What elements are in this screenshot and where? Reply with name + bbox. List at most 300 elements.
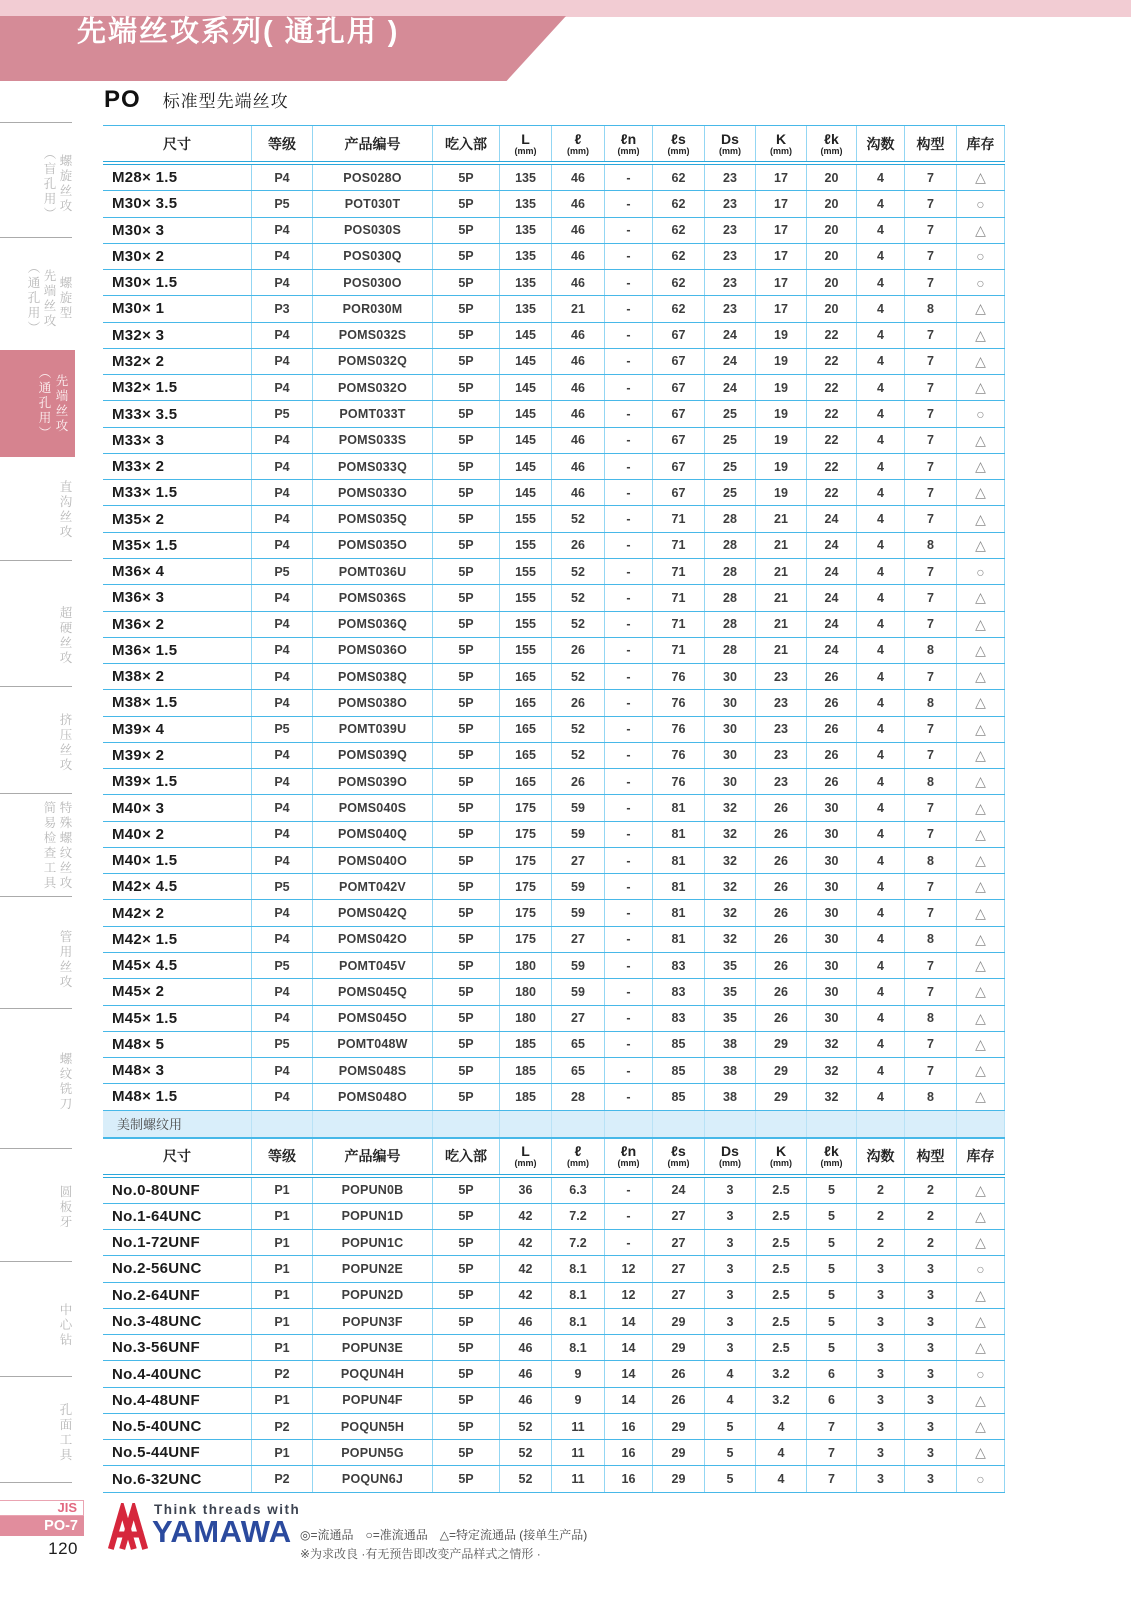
sidebar-divider: [0, 560, 72, 561]
sidebar-item: [25, 251, 73, 346]
cell: 26: [756, 848, 807, 873]
cell: 3: [705, 1178, 756, 1203]
sidebar-item-label: 孔面工具: [58, 1403, 72, 1463]
cell: 52: [500, 1466, 552, 1491]
cell: 30: [807, 874, 857, 899]
cell: 62: [653, 296, 705, 321]
cell: No.6-32UNC: [103, 1466, 252, 1491]
cell: 165: [500, 717, 552, 742]
cell: P1: [252, 1440, 313, 1465]
column-header: [313, 126, 433, 161]
cell: 27: [552, 848, 605, 873]
column-header-label: ℓn: [620, 130, 637, 147]
cell: 4: [857, 769, 905, 794]
cell: 62: [653, 191, 705, 216]
sidebar-item-label: （盲孔用）: [42, 146, 56, 222]
cell: M42× 1.5: [103, 927, 252, 952]
section-cell: [313, 1111, 433, 1137]
cell: 7: [905, 664, 957, 689]
section-cell: [957, 1111, 1005, 1137]
section-cell: [605, 1111, 653, 1137]
cell: 76: [653, 664, 705, 689]
cell: 19: [756, 323, 807, 348]
cell: 16: [605, 1414, 653, 1439]
stock-symbol: ○: [957, 1466, 1005, 1491]
cell: 30: [807, 979, 857, 1004]
cell: 46: [500, 1388, 552, 1413]
cell: 2.5: [756, 1309, 807, 1334]
cell: 4: [857, 1058, 905, 1083]
cell: 4: [857, 1032, 905, 1057]
cell: 5P: [433, 717, 500, 742]
table-row: [103, 165, 1005, 191]
cell: 4: [857, 848, 905, 873]
cell: 5P: [433, 296, 500, 321]
cell: 8.1: [552, 1283, 605, 1308]
cell: 30: [705, 664, 756, 689]
table-row: [103, 1006, 1005, 1032]
cell: POMS035Q: [313, 506, 433, 531]
cell: 5P: [433, 612, 500, 637]
jis-badge: JIS: [0, 1500, 84, 1516]
cell: 11: [552, 1466, 605, 1491]
cell: 23: [705, 191, 756, 216]
cell: 59: [552, 900, 605, 925]
cell: 65: [552, 1058, 605, 1083]
cell: 17: [756, 296, 807, 321]
cell: -: [605, 1204, 653, 1229]
cell: M36× 1.5: [103, 638, 252, 663]
column-header-label: Ds: [721, 1143, 739, 1160]
cell: P4: [252, 533, 313, 558]
column-header-label: ℓs: [671, 130, 686, 147]
cell: -: [605, 874, 653, 899]
column-header-unit: (mm): [514, 1158, 537, 1169]
cell: 7: [905, 454, 957, 479]
cell: M30× 1: [103, 296, 252, 321]
stock-symbol: ○: [957, 559, 1005, 584]
cell: POMS040Q: [313, 822, 433, 847]
cell: 71: [653, 559, 705, 584]
cell: 46: [552, 480, 605, 505]
cell: 5P: [433, 454, 500, 479]
cell: No.1-64UNC: [103, 1204, 252, 1229]
column-header: [957, 1139, 1005, 1174]
cell: 19: [756, 401, 807, 426]
cell: 23: [705, 218, 756, 243]
stock-symbol: △: [957, 323, 1005, 348]
cell: 12: [605, 1256, 653, 1281]
cell: 185: [500, 1084, 552, 1109]
cell: 5P: [433, 822, 500, 847]
cell: 26: [756, 927, 807, 952]
section-label: 美制螺纹用: [103, 1111, 252, 1137]
cell: 4: [857, 480, 905, 505]
cell: 2: [905, 1204, 957, 1229]
cell: P5: [252, 717, 313, 742]
cell: 3: [857, 1283, 905, 1308]
cell: 7: [905, 559, 957, 584]
column-header-label: ℓ: [574, 1143, 582, 1160]
cell: 42: [500, 1204, 552, 1229]
cell: P1: [252, 1256, 313, 1281]
cell: 29: [756, 1032, 807, 1057]
cell: 7: [905, 323, 957, 348]
cell: 3: [905, 1388, 957, 1413]
cell: 24: [807, 638, 857, 663]
cell: 11: [552, 1440, 605, 1465]
table-row: [103, 1388, 1005, 1414]
cell: 52: [552, 717, 605, 742]
cell: 24: [807, 559, 857, 584]
stock-symbol: △: [957, 953, 1005, 978]
cell: 27: [552, 927, 605, 952]
cell: 5P: [433, 323, 500, 348]
cell: 7: [905, 717, 957, 742]
cell: 36: [500, 1178, 552, 1203]
cell: 20: [807, 191, 857, 216]
stock-symbol: △: [957, 1178, 1005, 1203]
cell: 2.5: [756, 1256, 807, 1281]
cell: 135: [500, 218, 552, 243]
cell: 2: [905, 1230, 957, 1255]
cell: 59: [552, 979, 605, 1004]
cell: 155: [500, 612, 552, 637]
cell: 180: [500, 953, 552, 978]
cell: 5P: [433, 270, 500, 295]
cell: P5: [252, 401, 313, 426]
cell: 28: [705, 585, 756, 610]
cell: 14: [605, 1388, 653, 1413]
cell: 5P: [433, 1256, 500, 1281]
cell: 46: [552, 454, 605, 479]
cell: M30× 2: [103, 244, 252, 269]
cell: 5P: [433, 1006, 500, 1031]
cell: 5P: [433, 506, 500, 531]
cell: -: [605, 927, 653, 952]
cell: 27: [653, 1230, 705, 1255]
cell: 26: [552, 638, 605, 663]
stock-symbol: ○: [957, 1361, 1005, 1386]
cell: 7: [905, 506, 957, 531]
cell: 30: [807, 927, 857, 952]
cell: P4: [252, 585, 313, 610]
sidebar-item-label: 特殊螺纹丝攻: [58, 800, 72, 891]
table-row: [103, 349, 1005, 375]
cell: 26: [807, 769, 857, 794]
column-header-label: K: [775, 130, 787, 147]
cell: 4: [857, 612, 905, 637]
yamawa-logo-mark-icon: [108, 1503, 148, 1551]
cell: 62: [653, 218, 705, 243]
cell: -: [605, 480, 653, 505]
column-header: [705, 1139, 756, 1174]
cell: 59: [552, 795, 605, 820]
cell: 29: [653, 1335, 705, 1360]
cell: 21: [552, 296, 605, 321]
sidebar-divider: [0, 686, 72, 687]
sidebar-item: [57, 472, 73, 547]
stock-symbol: △: [957, 1388, 1005, 1413]
cell: 2.5: [756, 1230, 807, 1255]
cell: 25: [705, 480, 756, 505]
cell: 23: [756, 664, 807, 689]
cell: 7: [905, 375, 957, 400]
cell: 81: [653, 874, 705, 899]
cell: 17: [756, 191, 807, 216]
cell: 5: [705, 1440, 756, 1465]
cell: 17: [756, 270, 807, 295]
cell: 46: [552, 401, 605, 426]
cell: POMS040O: [313, 848, 433, 873]
cell: 24: [653, 1178, 705, 1203]
cell: 7: [905, 428, 957, 453]
cell: P1: [252, 1283, 313, 1308]
cell: 5P: [433, 1309, 500, 1334]
page-title: 先端丝攻系列( 通孔用 ): [77, 16, 400, 48]
cell: -: [605, 375, 653, 400]
cell: POMT036U: [313, 559, 433, 584]
cell: 5P: [433, 1084, 500, 1109]
cell: POT030T: [313, 191, 433, 216]
cell: 5P: [433, 1178, 500, 1203]
cell: 4: [857, 743, 905, 768]
cell: 7.2: [552, 1230, 605, 1255]
cell: 4: [857, 349, 905, 374]
stock-symbol: △: [957, 979, 1005, 1004]
cell: POMT042V: [313, 874, 433, 899]
table-row: [103, 1414, 1005, 1440]
cell: 4: [857, 822, 905, 847]
table-row: [103, 743, 1005, 769]
cell: 8: [905, 1006, 957, 1031]
sidebar-item-label: 先端丝攻: [54, 373, 68, 434]
cell: 3: [705, 1335, 756, 1360]
table-row: [103, 795, 1005, 821]
cell: -: [605, 1058, 653, 1083]
column-header: [313, 1139, 433, 1174]
cell: -: [605, 401, 653, 426]
cell: 46: [552, 375, 605, 400]
cell: POS030S: [313, 218, 433, 243]
table-header-row: [103, 125, 1005, 165]
cell: 46: [552, 191, 605, 216]
column-header-unit: (mm): [617, 145, 640, 156]
table-row: [103, 480, 1005, 506]
cell: 32: [807, 1058, 857, 1083]
cell: 23: [705, 244, 756, 269]
cell: 165: [500, 743, 552, 768]
cell: M40× 2: [103, 822, 252, 847]
cell: No.2-64UNF: [103, 1283, 252, 1308]
cell: 26: [807, 717, 857, 742]
cell: 28: [705, 506, 756, 531]
cell: 2: [857, 1178, 905, 1203]
cell: M36× 3: [103, 585, 252, 610]
cell: 165: [500, 664, 552, 689]
cell: M36× 2: [103, 612, 252, 637]
cell: 22: [807, 401, 857, 426]
cell: 4: [857, 244, 905, 269]
cell: 24: [807, 533, 857, 558]
cell: POS030O: [313, 270, 433, 295]
cell: 3: [705, 1309, 756, 1334]
table-row: [103, 717, 1005, 743]
cell: 5: [807, 1204, 857, 1229]
cell: P1: [252, 1388, 313, 1413]
cell: 20: [807, 165, 857, 190]
stock-symbol: △: [957, 454, 1005, 479]
cell: -: [605, 979, 653, 1004]
cell: 5P: [433, 690, 500, 715]
cell: 145: [500, 375, 552, 400]
cell: -: [605, 612, 653, 637]
cell: P2: [252, 1361, 313, 1386]
cell: 19: [756, 454, 807, 479]
cell: P2: [252, 1414, 313, 1439]
column-header-unit: (mm): [770, 145, 792, 156]
cell: 4: [857, 638, 905, 663]
cell: 22: [807, 428, 857, 453]
cell: 3: [705, 1283, 756, 1308]
cell: 145: [500, 454, 552, 479]
cell: 3: [905, 1256, 957, 1281]
column-header: [433, 126, 500, 161]
section-cell: [905, 1111, 957, 1137]
cell: -: [605, 296, 653, 321]
column-header-unit: (mm): [567, 145, 589, 156]
cell: 5: [807, 1283, 857, 1308]
column-header-label: L: [521, 130, 530, 147]
cell: -: [605, 454, 653, 479]
cell: 8: [905, 1084, 957, 1109]
section-label-row: [103, 1111, 1005, 1138]
cell: 62: [653, 270, 705, 295]
column-header: [605, 126, 653, 161]
cell: POPUN1D: [313, 1204, 433, 1229]
cell: 32: [705, 822, 756, 847]
cell: 24: [705, 375, 756, 400]
cell: No.1-72UNF: [103, 1230, 252, 1255]
cell: 4: [705, 1361, 756, 1386]
column-header: [705, 126, 756, 161]
column-header: [433, 1139, 500, 1174]
cell: POQUN4H: [313, 1361, 433, 1386]
table-row: [103, 822, 1005, 848]
cell: M48× 5: [103, 1032, 252, 1057]
cell: 17: [756, 218, 807, 243]
cell: 30: [807, 822, 857, 847]
cell: 17: [756, 244, 807, 269]
cell: POR030M: [313, 296, 433, 321]
table-row: [103, 874, 1005, 900]
table-row: [103, 927, 1005, 953]
cell: POMT048W: [313, 1032, 433, 1057]
cell: 14: [605, 1335, 653, 1360]
sidebar-divider: [0, 122, 72, 123]
table-row: [103, 1178, 1005, 1204]
stock-symbol: △: [957, 165, 1005, 190]
cell: 30: [705, 717, 756, 742]
cell: 32: [705, 927, 756, 952]
cell: -: [605, 191, 653, 216]
cell: 4: [857, 690, 905, 715]
cell: 185: [500, 1058, 552, 1083]
stock-symbol: △: [957, 533, 1005, 558]
cell: M40× 3: [103, 795, 252, 820]
cell: POMS036O: [313, 638, 433, 663]
cell: 24: [705, 323, 756, 348]
cell: 5P: [433, 848, 500, 873]
cell: 4: [857, 979, 905, 1004]
cell: 7: [905, 953, 957, 978]
footer-note: ※为求改良 ·有无预告即改变产品样式之情形 ·: [300, 1547, 541, 1561]
cell: 11: [552, 1414, 605, 1439]
cell: 5P: [433, 1466, 500, 1491]
cell: 3: [905, 1309, 957, 1334]
table-row: [103, 323, 1005, 349]
cell: 4: [857, 165, 905, 190]
cell: P4: [252, 1006, 313, 1031]
cell: 81: [653, 848, 705, 873]
cell: POPUN1C: [313, 1230, 433, 1255]
cell: 5P: [433, 585, 500, 610]
cell: 4: [756, 1466, 807, 1491]
cell: 5P: [433, 165, 500, 190]
table-row: [103, 1309, 1005, 1335]
sidebar-item-label: 先端丝攻: [42, 268, 56, 329]
cell: 4: [857, 795, 905, 820]
sidebar-item-label: 中心钻: [58, 1302, 72, 1348]
cell: -: [605, 585, 653, 610]
cell: 7: [807, 1440, 857, 1465]
cell: P4: [252, 270, 313, 295]
column-header: [103, 1139, 252, 1174]
cell: 25: [705, 454, 756, 479]
section-cell: [807, 1111, 857, 1137]
stock-symbol: △: [957, 218, 1005, 243]
cell: 19: [756, 428, 807, 453]
cell: P4: [252, 769, 313, 794]
cell: 5P: [433, 244, 500, 269]
cell: M33× 2: [103, 454, 252, 479]
cell: 29: [653, 1440, 705, 1465]
section-cell: [857, 1111, 905, 1137]
cell: M39× 1.5: [103, 769, 252, 794]
cell: POMS045Q: [313, 979, 433, 1004]
cell: 4: [857, 717, 905, 742]
cell: 16: [605, 1440, 653, 1465]
cell: 52: [552, 559, 605, 584]
cell: 19: [756, 480, 807, 505]
cell: 7: [905, 270, 957, 295]
stock-symbol: △: [957, 874, 1005, 899]
cell: 62: [653, 165, 705, 190]
cell: 28: [552, 1084, 605, 1109]
cell: 5P: [433, 769, 500, 794]
cell: POMS036Q: [313, 612, 433, 637]
cell: 46: [552, 428, 605, 453]
stock-symbol: △: [957, 612, 1005, 637]
cell: 5P: [433, 795, 500, 820]
cell: 7: [905, 191, 957, 216]
cell: 19: [756, 375, 807, 400]
table-row: [103, 1204, 1005, 1230]
cell: -: [605, 664, 653, 689]
sidebar-item: [57, 703, 73, 783]
column-header: [756, 1139, 807, 1174]
cell: 38: [705, 1032, 756, 1057]
